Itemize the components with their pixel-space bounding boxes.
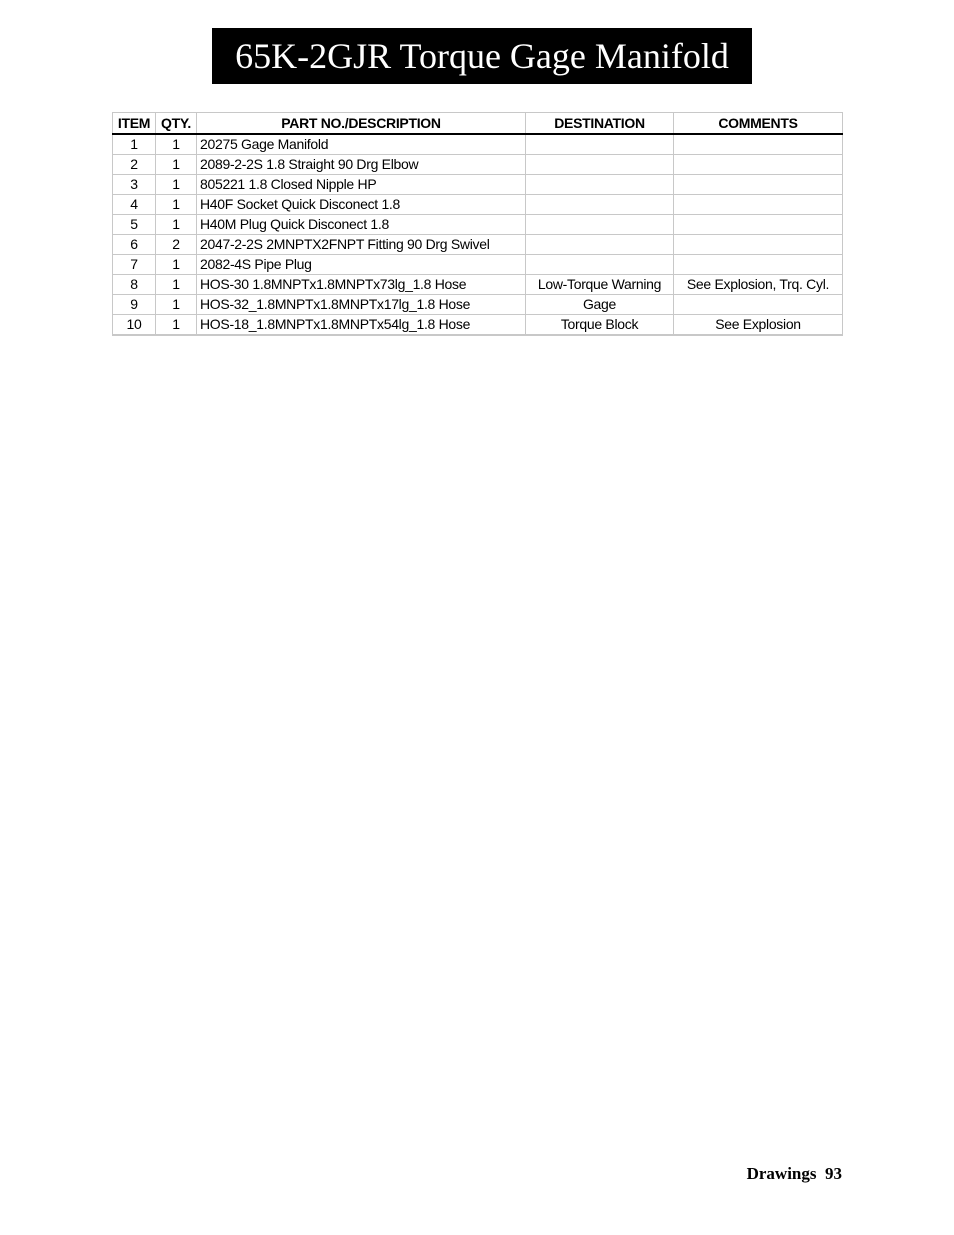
cell-description: 2089-2-2S 1.8 Straight 90 Drg Elbow — [197, 155, 526, 175]
table-row — [113, 295, 843, 315]
cell-qty: 1 — [156, 275, 197, 295]
cell-destination — [526, 235, 674, 255]
parts-table-body — [113, 134, 843, 335]
cell-destination — [526, 215, 674, 235]
cell-comments — [674, 175, 843, 195]
cell-comments: See Explosion — [674, 315, 843, 336]
cell-qty: 1 — [156, 315, 197, 336]
table-row — [113, 315, 843, 336]
cell-destination — [526, 255, 674, 275]
cell-qty: 1 — [156, 134, 197, 155]
header-item: ITEM — [113, 113, 156, 135]
cell-qty: 1 — [156, 175, 197, 195]
header-destination: DESTINATION — [526, 113, 674, 135]
footer-section: Drawings — [746, 1164, 817, 1183]
page-title-banner — [212, 28, 752, 84]
table-row — [113, 134, 843, 155]
table-row — [113, 255, 843, 275]
parts-table — [112, 112, 843, 336]
cell-description: 805221 1.8 Closed Nipple HP — [197, 175, 526, 195]
cell-comments: See Explosion, Trq. Cyl. — [674, 275, 843, 295]
cell-qty: 2 — [156, 235, 197, 255]
cell-destination — [526, 175, 674, 195]
cell-comments — [674, 134, 843, 155]
cell-destination — [526, 195, 674, 215]
cell-item: 1 — [113, 134, 156, 155]
cell-description: 2082-4S Pipe Plug — [197, 255, 526, 275]
cell-item: 4 — [113, 195, 156, 215]
cell-comments — [674, 195, 843, 215]
table-row — [113, 155, 843, 175]
cell-qty: 1 — [156, 155, 197, 175]
cell-description: 20275 Gage Manifold — [197, 134, 526, 155]
header-qty: QTY. — [156, 113, 197, 135]
cell-destination: Low-Torque Warning — [526, 275, 674, 295]
cell-item: 7 — [113, 255, 156, 275]
cell-comments — [674, 235, 843, 255]
cell-item: 3 — [113, 175, 156, 195]
cell-qty: 1 — [156, 255, 197, 275]
cell-description: HOS-18_1.8MNPTx1.8MNPTx54lg_1.8 Hose — [197, 315, 526, 336]
cell-description: H40M Plug Quick Disconect 1.8 — [197, 215, 526, 235]
header-comments: COMMENTS — [674, 113, 843, 135]
cell-description: HOS-30 1.8MNPTx1.8MNPTx73lg_1.8 Hose — [197, 275, 526, 295]
cell-comments — [674, 295, 843, 315]
cell-description: HOS-32_1.8MNPTx1.8MNPTx17lg_1.8 Hose — [197, 295, 526, 315]
table-row — [113, 175, 843, 195]
cell-comments — [674, 255, 843, 275]
table-row — [113, 215, 843, 235]
table-row — [113, 235, 843, 255]
cell-comments — [674, 215, 843, 235]
page-footer — [747, 1164, 842, 1184]
cell-description: H40F Socket Quick Disconect 1.8 — [197, 195, 526, 215]
table-row — [113, 195, 843, 215]
cell-qty: 1 — [156, 195, 197, 215]
cell-item: 9 — [113, 295, 156, 315]
cell-description: 2047-2-2S 2MNPTX2FNPT Fitting 90 Drg Swivel — [197, 235, 526, 255]
footer-page-number: 93 — [825, 1164, 842, 1183]
cell-item: 10 — [113, 315, 156, 336]
cell-item: 2 — [113, 155, 156, 175]
table-row — [113, 275, 843, 295]
cell-destination — [526, 155, 674, 175]
cell-qty: 1 — [156, 215, 197, 235]
cell-destination: Torque Block — [526, 315, 674, 336]
cell-item: 6 — [113, 235, 156, 255]
cell-item: 8 — [113, 275, 156, 295]
page-title: 65K-2GJR Torque Gage Manifold — [235, 36, 729, 76]
header-description: PART NO./DESCRIPTION — [197, 113, 526, 135]
cell-destination — [526, 134, 674, 155]
cell-qty: 1 — [156, 295, 197, 315]
cell-comments — [674, 155, 843, 175]
table-header-row — [113, 113, 843, 135]
cell-item: 5 — [113, 215, 156, 235]
cell-destination: Gage — [526, 295, 674, 315]
